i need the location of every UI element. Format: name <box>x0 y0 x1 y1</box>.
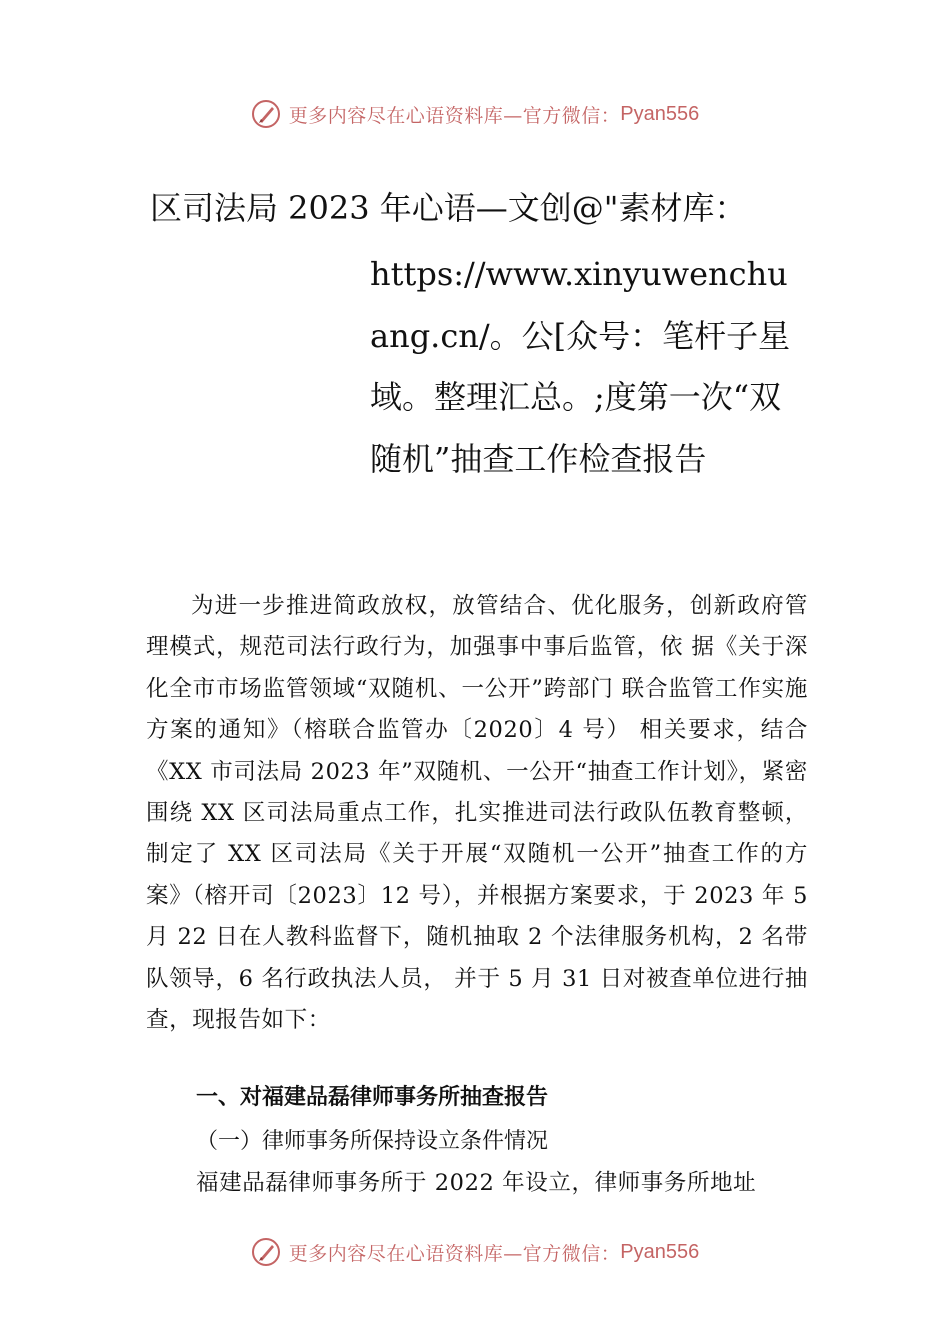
watermark-text: 更多内容尽在心语资料库—官方微信： <box>288 1242 621 1265</box>
document-subtitle: https://www.xinyuwenchuang.cn/。公[众号：笔杆子星域。整理汇总。;度第一次“双随机”抽查工作检查报告 <box>370 255 791 478</box>
watermark-banner-bottom <box>0 1232 950 1272</box>
section-heading-1: 一、对福建品磊律师事务所抽查报告 <box>196 1085 549 1110</box>
watermark-banner-top <box>0 94 950 134</box>
document-title: 区司法局 2023 年心语—文创@"素材库： <box>150 189 747 227</box>
intro-paragraph: 为进一步推进简政放权，放管结合、优化服务，创新政府管理模式，规范司法行政行为，加强事中事后监管，依 据《关于深化全市市场监管领域“双随机、一公开”跨部门 联合监管工作实施方案的通知》（榕联合监管办〔2020〕4 号） 相关要求，结合《XX 市司法局 2023 年”双随机、一公开“抽查工作计划》，紧密围绕 XX 区司法局重点工作，扎实推进司法行政队伍教育整顿，制定了 XX 区司法局《关于开展“双随机一公开”抽查工作的方案》（榕开司〔2023〕12 号），并根据方案要求，于 2023 年 5 月 22 日在人教科监督下，随机抽取 2 个法律服务机构，2 名带队领导，6 名行政执法人员， 并于 5 月 31 日对被查单位进行抽查，现报告如下： <box>146 593 808 1034</box>
subsection-heading-1: （一）律师事务所保持设立条件情况 <box>196 1129 549 1154</box>
quill-pen-logo-icon <box>251 1237 281 1267</box>
watermark-text: 更多内容尽在心语资料库—官方微信： <box>288 104 621 127</box>
watermark-wechat-id: Pyan556 <box>620 1240 700 1263</box>
quill-pen-logo-icon <box>251 99 281 129</box>
watermark-wechat-id: Pyan556 <box>620 102 700 125</box>
section-paragraph: 福建品磊律师事务所于 2022 年设立，律师事务所地址 <box>196 1170 757 1196</box>
